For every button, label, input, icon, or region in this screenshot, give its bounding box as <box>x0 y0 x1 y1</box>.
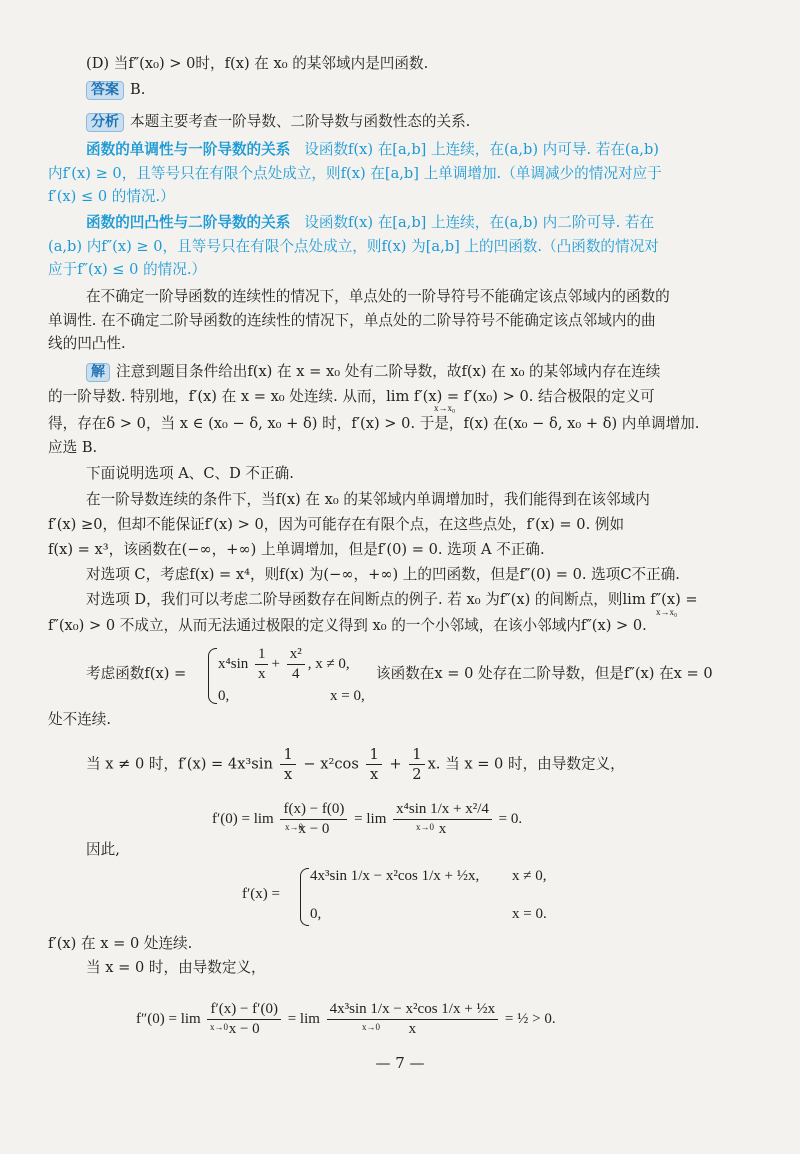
eq2-case-2: 0, <box>310 906 322 922</box>
derivative-line <box>86 745 625 784</box>
limit-subscript-2: x→x₀ <box>656 607 678 617</box>
equation-f-double-prime-0 <box>136 1000 556 1039</box>
frac-num: 4x³sin 1/x − x²cos 1/x + ½x <box>327 1000 499 1020</box>
deriv-part-2: − x²cos <box>303 755 359 773</box>
monotonic-paragraph-line-2: 内f′(x) ≥ 0，且等号只在有限个点处成立，则f(x) 在[a,b] 上单调增加.（单调减少的情况对应于 <box>48 165 662 182</box>
piecewise-case-2-condition: x = 0, <box>330 688 365 704</box>
eq3-rhs: = ½ > 0. <box>504 1010 556 1027</box>
convexity-paragraph-line-1 <box>86 213 760 233</box>
deriv-part-3: x. 当 x = 0 时，由导数定义， <box>427 755 625 773</box>
frac-den: x − 0 <box>298 821 330 837</box>
continuity-line: f′(x) 在 x = 0 处连续. <box>48 935 193 952</box>
second-derivative-intro: 当 x = 0 时，由导数定义， <box>86 959 266 976</box>
solution-line-4: 应选 B. <box>48 439 98 456</box>
frac-num: 1 <box>366 745 381 765</box>
option-d-line-1: 对选项 D，我们可以考虑二阶导函数存在间断点的例子. 若 x₀ 为f″(x) 的间断点，则lim f″(x) = <box>86 591 698 608</box>
fraction-one-over-x <box>280 745 295 784</box>
eq3-mid: = lim <box>287 1010 320 1027</box>
option-a-line-1: 在一阶导数连续的条件下，当f(x) 在 x₀ 的某邻域内单调增加时，我们能得到在该邻域内 <box>86 491 650 508</box>
monotonic-text-1: 设函数f(x) 在[a,b] 上连续，在(a,b) 内可导. 若在(a,b) <box>304 141 659 158</box>
piecewise-case-2: 0, <box>218 688 230 704</box>
frac-num: x² <box>287 645 305 665</box>
eq2-lhs: f′(x) = <box>242 886 280 902</box>
frac-den: x − 0 <box>228 1021 260 1037</box>
note-line-1: 在不确定一阶导函数的连续性的情况下，单点处的一阶导符号不能确定该点邻域内的函数的 <box>86 288 670 305</box>
frac-num: 1 <box>255 645 269 665</box>
frac-den: x <box>438 821 447 837</box>
eq1-sub-1: x→0 <box>285 822 303 832</box>
option-d-line-2: f″(x₀) > 0 不成立，从而无法通过极限的定义得到 x₀ 的一个小邻域，在该小邻域内f″(x) > 0. <box>48 617 647 634</box>
piecewise-brace <box>208 648 217 704</box>
convexity-paragraph-line-2: (a,b) 内f″(x) ≥ 0，且等号只在有限个点处成立，则f(x) 为[a,b] 上的凹函数.（凸函数的情况对 <box>48 238 659 255</box>
piecewise-suffix: 该函数在x = 0 处存在二阶导数，但是f″(x) 在x = 0 <box>376 665 713 682</box>
frac-num: f(x) − f(0) <box>280 800 347 820</box>
note-line-2: 单调性. 在不确定二阶导函数的连续性的情况下，单点处的二阶导符号不能确定该点邻域内的曲 <box>48 312 656 329</box>
therefore-line: 因此, <box>86 841 120 858</box>
eq2-brace <box>300 868 309 926</box>
convexity-text-1: 设函数f(x) 在[a,b] 上连续，在(a,b) 内二阶可导. 若在 <box>304 214 655 231</box>
eq1-mid: = lim <box>354 810 387 827</box>
solution-badge: 解 <box>86 363 110 382</box>
eq1-lhs: f′(0) = lim <box>212 810 274 827</box>
analysis-text: 本题主要考查一阶导数、二阶导数与函数性态的关系. <box>130 113 471 130</box>
piecewise-case-1: x⁴sin $\frac{1}{x}$ + $\frac{\text{x²}}{4}$ , x ≠ 0, <box>218 646 350 682</box>
frac-num: x⁴sin 1/x + x²/4 <box>393 800 492 820</box>
frac-den: 4 <box>291 666 300 682</box>
discontinuity-line: 处不连续. <box>48 711 112 728</box>
convexity-title: 函数的凹凸性与二阶导数的关系 <box>86 214 291 231</box>
eq1-fraction-2 <box>393 800 492 839</box>
option-a-line-2: f′(x) ≥0，但却不能保证f′(x) > 0，因为可能存在有限个点，在这些点处，f′(x) = 0. 例如 <box>48 516 625 533</box>
eq2-case-1-condition: x ≠ 0, <box>512 868 547 884</box>
fraction-one-over-x <box>366 745 381 784</box>
solution-text-1: 注意到题目条件给出f(x) 在 x = x₀ 处有二阶导数，故f(x) 在 x₀ 的某邻域内存在连续 <box>116 363 661 380</box>
case1-sin: x⁴sin <box>218 655 249 672</box>
fraction-x2-over-4 <box>287 645 305 684</box>
option-a-line-3: f(x) = x³，该函数在(−∞，+∞) 上单调增加，但是f′(0) = 0. 选项 A 不正确. <box>48 541 545 558</box>
eq3-sub-1: x→0 <box>210 1022 228 1032</box>
monotonic-paragraph-line-3: f′(x) ≤ 0 的情况.） <box>48 188 175 205</box>
frac-den: x <box>370 766 379 783</box>
eq3-sub-2: x→0 <box>362 1022 380 1032</box>
frac-num: f′(x) − f′(0) <box>207 1000 281 1020</box>
limit-subscript-1: x→x₀ <box>434 403 456 413</box>
frac-den: x <box>408 1021 417 1037</box>
frac-den: x <box>284 766 293 783</box>
solution-line-3: 得，存在δ > 0，当 x ∈ (x₀ − δ, x₀ + δ) 时，f′(x) > 0. 于是，f(x) 在(x₀ − δ, x₀ + δ) 内单调增加. <box>48 415 700 432</box>
page-number: — 7 — <box>375 1054 425 1072</box>
fraction-one-half <box>409 745 424 784</box>
answer-badge: 答案 <box>86 81 124 100</box>
eq1-sub-2: x→0 <box>416 822 434 832</box>
answer-line <box>86 80 760 100</box>
solution-line-1 <box>86 362 760 382</box>
note-line-3: 线的凹凸性. <box>48 335 126 352</box>
option-c-line: 对选项 C，考虑f(x) = x⁴，则f(x) 为(−∞，+∞) 上的凹函数，但是f″(0) = 0. 选项C不正确. <box>86 566 680 583</box>
frac-den: 2 <box>412 766 422 783</box>
analysis-line <box>86 112 760 132</box>
eq2-case-1: 4x³sin 1/x − x²cos 1/x + ½x, <box>310 868 480 884</box>
deriv-plus: + <box>389 755 402 773</box>
eq3-lhs: f″(0) = lim <box>136 1010 201 1027</box>
analysis-badge: 分析 <box>86 113 124 132</box>
frac-num: 1 <box>280 745 295 765</box>
solution-line-2: 的一阶导数. 特别地，f′(x) 在 x = x₀ 处连续. 从而，lim f′(x) = f′(x₀) > 0. 结合极限的定义可 <box>48 388 655 405</box>
eq1-rhs: = 0. <box>498 810 523 827</box>
convexity-paragraph-line-3: 应于f″(x) ≤ 0 的情况.） <box>48 261 207 278</box>
case1-condition: x ≠ 0, <box>315 655 350 672</box>
eq1-fraction-1 <box>280 800 347 839</box>
frac-num: 1 <box>409 745 424 765</box>
deriv-part-1: 当 x ≠ 0 时，f′(x) = 4x³sin <box>86 755 273 773</box>
answer-text: B. <box>130 81 146 98</box>
monotonic-paragraph-line-1 <box>86 140 760 160</box>
eq2-case-2-condition: x = 0. <box>512 906 547 922</box>
eq3-fraction-1 <box>207 1000 281 1039</box>
fraction-one-over-x <box>255 645 269 684</box>
piecewise-prefix: 考虑函数f(x) = <box>86 665 187 682</box>
options-intro: 下面说明选项 A、C、D 不正确. <box>86 465 294 482</box>
option-d-line: (D) 当f″(x₀) > 0时，f(x) 在 x₀ 的某邻域内是凹函数. <box>86 55 429 72</box>
frac-den: x <box>257 666 266 682</box>
eq3-fraction-2 <box>327 1000 499 1039</box>
monotonic-title: 函数的单调性与一阶导数的关系 <box>86 141 291 158</box>
equation-f-prime-0 <box>212 800 522 839</box>
